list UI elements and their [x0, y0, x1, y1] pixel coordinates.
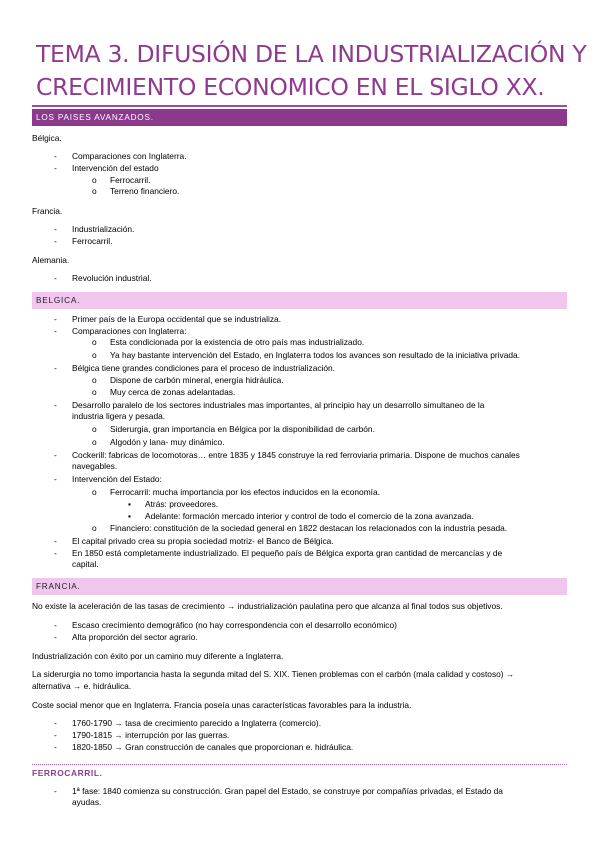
list-item: Desarrollo paralelo de los sectores industriales mas importantes, al principio hay un desarrollo simultaneo de la — [72, 400, 485, 410]
list-item: Terreno financiero. — [110, 186, 180, 196]
paragraph-continuation: alternativa → e. hidráulica. — [32, 681, 132, 691]
dash-marker: - — [54, 273, 57, 283]
circle-bullet: o — [92, 337, 97, 347]
heading-alemania: Alemania. — [32, 255, 70, 265]
circle-bullet: o — [92, 375, 97, 385]
circle-bullet: o — [92, 437, 97, 447]
list-item: Escaso crecimiento demográfico (no hay correspondencia con el desarrollo económico) — [72, 620, 397, 630]
list-item: Primer país de la Europa occidental que se industrializa. — [72, 314, 282, 324]
list-item: 1760-1790 → tasa de crecimiento parecido a Inglaterra (comercio). — [72, 718, 322, 728]
dash-marker: - — [54, 548, 57, 558]
title-line-1: TEMA 3. DIFUSIÓN DE LA INDUSTRIALIZACIÓN Y — [36, 40, 587, 68]
circle-bullet: o — [92, 523, 97, 533]
section-divider — [32, 764, 567, 765]
list-item: Bélgica tiene grandes condiciones para el proceso de industrialización. — [72, 363, 336, 373]
list-item: Ya hay bastante intervención del Estado, en Inglaterra todos los avances son resultado de la iniciativa privada. — [110, 350, 521, 360]
list-item: Ferrocarril. — [110, 175, 151, 185]
list-item: 1ª fase: 1840 comienza su construcción. Gran papel del Estado, se construye por compañías privadas, el Estado da — [72, 786, 503, 796]
heading-belgica: Bélgica. — [32, 133, 62, 143]
square-bullet: ▪ — [128, 511, 131, 521]
section-header-ferrocarril: FERROCARRIL. — [32, 768, 103, 778]
list-item: 1820-1850 → Gran construcción de canales que proporcionan e. hidráulica. — [72, 742, 354, 752]
dash-marker: - — [54, 474, 57, 484]
dash-marker: - — [54, 730, 57, 740]
list-item: Industrialización. — [72, 224, 135, 234]
dash-marker: - — [54, 742, 57, 752]
list-item: Intervención del estado — [72, 163, 159, 173]
paragraph: Industrialización con éxito por un camino muy diferente a Inglaterra. — [32, 651, 284, 661]
circle-bullet: o — [92, 175, 97, 185]
list-item: El capital privado crea su propia sociedad motriz- el Banco de Bélgica. — [72, 536, 334, 546]
list-item: Comparaciones con Inglaterra: — [72, 326, 187, 336]
dash-marker: - — [54, 224, 57, 234]
paragraph: La siderurgia no tomo importancia hasta la segunda mitad del S. XIX. Tienen problemas con el carbón (mala calidad y costoso) → — [32, 669, 515, 679]
list-item-continuation: capital. — [72, 559, 99, 569]
list-item: Ferrocarril: mucha importancia por los efectos inducidos en la economía. — [110, 487, 380, 497]
circle-bullet: o — [92, 387, 97, 397]
list-item: Dispone de carbón mineral, energía hidráulica. — [110, 375, 284, 385]
list-item: Atrás: proveedores. — [145, 499, 219, 509]
list-item: Adelante: formación mercado interior y control de todo el comercio de la zona avanzada. — [145, 511, 474, 521]
list-item: Revolución industrial. — [72, 273, 152, 283]
square-bullet: ▪ — [128, 499, 131, 509]
list-item: Financiero: constitución de la sociedad general en 1822 destacan los relacionados con la industria pesada. — [110, 523, 508, 533]
circle-bullet: o — [92, 350, 97, 360]
list-item: Siderurgia, gran importancia en Bélgica por la disponibilidad de carbón. — [110, 424, 375, 434]
list-item: Esta condicionada por la existencia de otro país mas industrializado. — [110, 337, 365, 347]
dash-marker: - — [54, 314, 57, 324]
heading-francia: Francia. — [32, 206, 63, 216]
list-item: En 1850 está completamente industrializado. El pequeño país de Bélgica exporta gran cantidad de mercancías y de — [72, 548, 503, 558]
list-item: Intervención del Estado: — [72, 474, 162, 484]
dash-marker: - — [54, 236, 57, 246]
section-header-avanzados: LOS PAISES AVANZADOS. — [32, 109, 567, 126]
dash-marker: - — [54, 363, 57, 373]
dash-marker: - — [54, 536, 57, 546]
circle-bullet: o — [92, 487, 97, 497]
list-item-continuation: industria ligera y pesada. — [72, 411, 166, 421]
page-title — [36, 38, 587, 104]
list-item: Algodón y lana- muy dinámico. — [110, 437, 225, 447]
title-line-2: CRECIMIENTO ECONOMICO EN EL SIGLO XX. — [36, 73, 545, 101]
dash-marker: - — [54, 326, 57, 336]
dash-marker: - — [54, 786, 57, 796]
dash-marker: - — [54, 400, 57, 410]
list-item: Muy cerca de zonas adelantadas. — [110, 387, 236, 397]
title-underline — [32, 105, 567, 107]
list-item-continuation: ayudas. — [72, 797, 102, 807]
list-item: Alta proporción del sector agrario. — [72, 632, 198, 642]
circle-bullet: o — [92, 424, 97, 434]
circle-bullet: o — [92, 186, 97, 196]
section-header-belgica: BELGICA. — [32, 292, 567, 309]
dash-marker: - — [54, 632, 57, 642]
list-item: Ferrocarril. — [72, 236, 113, 246]
section-header-francia: FRANCIA. — [32, 578, 567, 595]
dash-marker: - — [54, 151, 57, 161]
paragraph: No existe la aceleración de las tasas de crecimiento → industrialización paulatina pero que alcanza al final todos sus objetivos. — [32, 601, 503, 611]
dash-marker: - — [54, 620, 57, 630]
list-item-continuation: navegables. — [72, 461, 118, 471]
dash-marker: - — [54, 163, 57, 173]
paragraph: Coste social menor que en Inglaterra. Francia poseía unas características favorables para la industria. — [32, 700, 412, 710]
dash-marker: - — [54, 450, 57, 460]
list-item: 1790-1815 → interrupción por las guerras. — [72, 730, 230, 740]
list-item: Comparaciones con Inglaterra. — [72, 151, 187, 161]
list-item: Cockerill: fabricas de locomotoras… entre 1835 y 1845 construye la red ferroviaria primaria. Dispone de muchos canales — [72, 450, 520, 460]
dash-marker: - — [54, 718, 57, 728]
